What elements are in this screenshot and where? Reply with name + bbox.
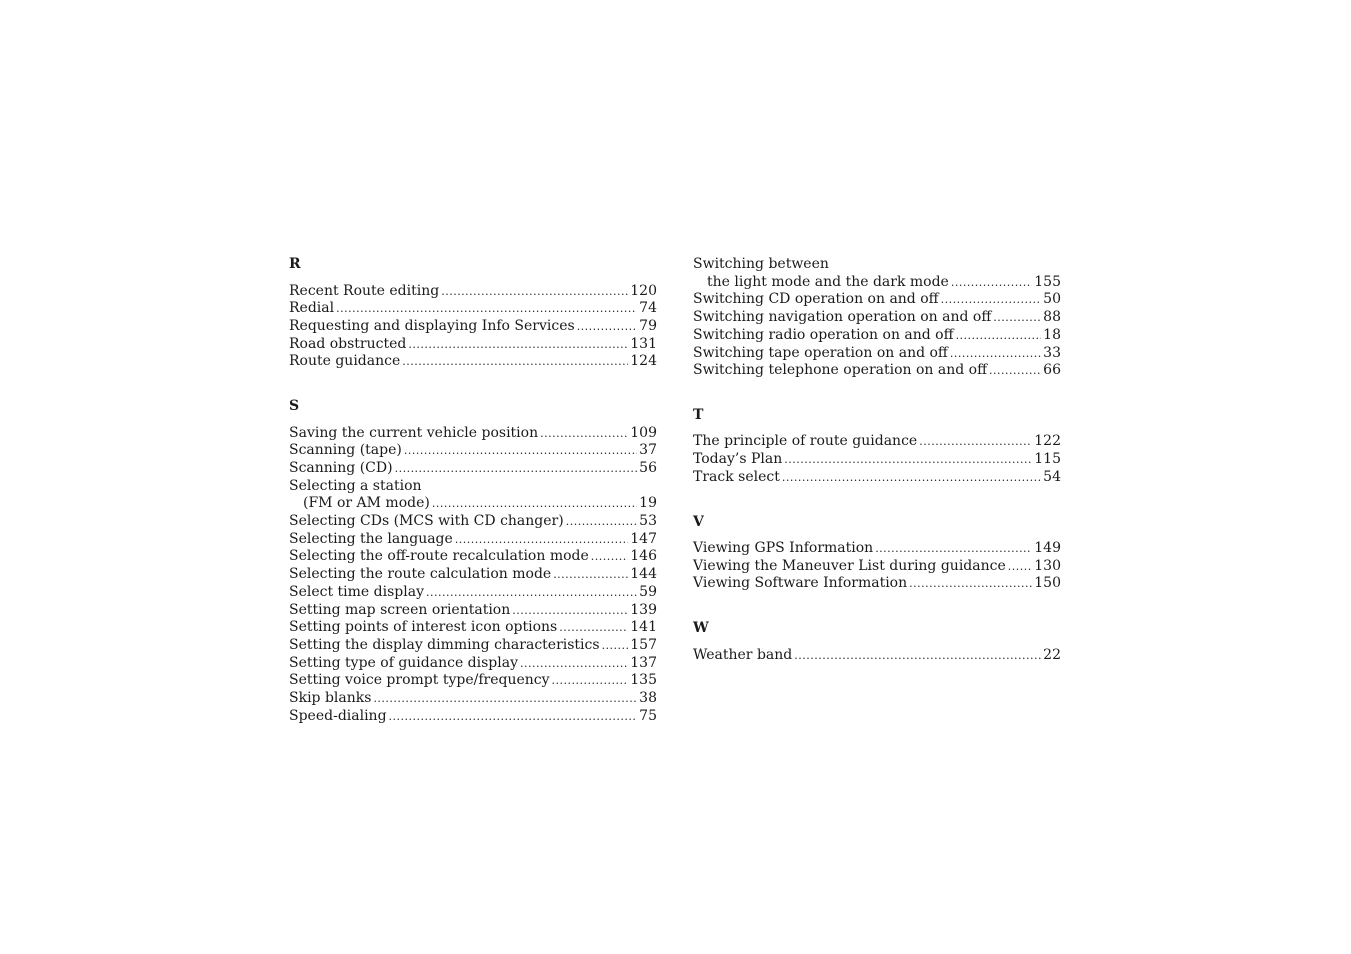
dot-leader [784, 451, 1032, 469]
entry-page-number[interactable]: 135 [630, 672, 657, 689]
entry-page-number[interactable]: 75 [639, 707, 657, 724]
dot-leader [950, 345, 1041, 363]
dot-leader [559, 619, 628, 637]
entry-label: Track select [693, 468, 780, 485]
dot-leader [389, 708, 638, 726]
entry-page-number[interactable]: 120 [630, 282, 657, 299]
entry-label: Scanning (CD) [289, 459, 393, 476]
index-entry[interactable] [289, 283, 657, 301]
entry-label: Viewing GPS Information [693, 540, 874, 557]
index-entry[interactable] [693, 540, 1061, 558]
entry-label: Selecting the language [289, 530, 453, 547]
index-entry[interactable] [289, 602, 657, 620]
entry-page-number[interactable]: 19 [639, 495, 657, 512]
entry-label: Switching tape operation on and off [693, 344, 948, 361]
index-column-right [693, 256, 1061, 664]
dot-leader [402, 353, 628, 371]
entry-label: Setting map screen orientation [289, 601, 511, 618]
index-entry[interactable] [693, 291, 1061, 309]
index-entry[interactable] [289, 442, 657, 460]
index-entry[interactable] [289, 690, 657, 708]
entry-page-number[interactable]: 53 [639, 513, 657, 530]
entry-page-number[interactable]: 147 [630, 530, 657, 547]
dot-leader [373, 690, 637, 708]
entry-label: Road obstructed [289, 335, 407, 352]
index-entry[interactable] [693, 558, 1061, 576]
index-section-v [693, 514, 1061, 594]
entry-page-number[interactable]: 88 [1043, 309, 1061, 326]
entry-page-number[interactable]: 56 [639, 459, 657, 476]
index-entry[interactable] [693, 575, 1061, 593]
entry-label: Selecting CDs (MCS with CD changer) [289, 513, 564, 530]
entry-page-number[interactable]: 18 [1043, 326, 1061, 343]
index-section-continued [693, 256, 1061, 380]
index-entry[interactable] [693, 345, 1061, 363]
dot-leader [989, 362, 1041, 380]
index-section-r [289, 256, 657, 371]
entry-page-number[interactable]: 139 [630, 601, 657, 618]
entry-label: Setting the display dimming characteristics [289, 636, 600, 653]
entry-page-number[interactable]: 66 [1043, 362, 1061, 379]
index-entry[interactable] [289, 353, 657, 371]
dot-leader [404, 442, 637, 460]
index-entry[interactable] [693, 327, 1061, 345]
entry-label: Selecting the route calculation mode [289, 566, 552, 583]
index-entry[interactable] [693, 309, 1061, 327]
entry-page-number[interactable]: 157 [630, 636, 657, 653]
entry-label: (FM or AM mode) [303, 495, 430, 512]
index-entry[interactable] [289, 637, 657, 655]
dot-leader [782, 469, 1041, 487]
dot-leader [956, 327, 1042, 345]
index-entry[interactable] [693, 362, 1061, 380]
index-section-s [289, 398, 657, 725]
index-entry[interactable] [289, 548, 657, 566]
index-entry[interactable] [289, 336, 657, 354]
index-entry[interactable] [289, 425, 657, 443]
entry-page-number[interactable]: 79 [639, 317, 657, 334]
dot-leader [441, 283, 628, 301]
entry-page-number[interactable]: 137 [630, 654, 657, 671]
section-letter: V [693, 513, 704, 530]
dot-leader [512, 602, 628, 620]
entry-page-number[interactable]: 109 [630, 424, 657, 441]
index-section-t [693, 407, 1061, 487]
entry-label: Recent Route editing [289, 282, 440, 299]
index-entry[interactable] [289, 655, 657, 673]
index-entry[interactable] [289, 495, 657, 513]
dot-leader [919, 433, 1032, 451]
entry-label: Select time display [289, 583, 424, 600]
entry-page-number[interactable]: 141 [630, 619, 657, 636]
dot-leader [993, 309, 1041, 327]
entry-label: Selecting the off-route recalculation mode [289, 548, 589, 565]
entry-label: Requesting and displaying Info Services [289, 317, 575, 334]
entry-label: Viewing the Maneuver List during guidance [693, 557, 1006, 574]
entry-label: Today’s Plan [693, 451, 783, 468]
dot-leader [602, 637, 629, 655]
dot-leader [432, 495, 637, 513]
entry-label: Redial [289, 300, 335, 317]
entry-label: Setting type of guidance display [289, 654, 519, 671]
entry-label: Weather band [693, 646, 793, 663]
entry-page-number[interactable]: 122 [1034, 433, 1061, 450]
index-entry[interactable] [693, 433, 1061, 451]
entry-page-number[interactable]: 74 [639, 300, 657, 317]
dot-leader [577, 318, 637, 336]
index-entry[interactable] [693, 274, 1061, 292]
index-entry[interactable] [289, 708, 657, 726]
entry-page-number[interactable]: 37 [639, 442, 657, 459]
entry-page-number[interactable]: 124 [630, 353, 657, 370]
section-letter: R [289, 256, 301, 272]
index-entry[interactable] [289, 513, 657, 531]
dot-leader [566, 513, 637, 531]
dot-leader [553, 566, 628, 584]
dot-leader [540, 425, 628, 443]
index-entry[interactable] [289, 531, 657, 549]
entry-page-number[interactable]: 155 [1034, 273, 1061, 290]
dot-leader [520, 655, 628, 673]
entry-label: Setting points of interest icon options [289, 619, 558, 636]
entry-page-number[interactable]: 54 [1043, 468, 1061, 485]
entry-label: Skip blanks [289, 690, 372, 707]
entry-label: Setting voice prompt type/frequency [289, 672, 550, 689]
entry-page-number[interactable]: 131 [630, 335, 657, 352]
entry-label: Saving the current vehicle position [289, 424, 539, 441]
entry-label: Switching telephone operation on and off [693, 362, 988, 379]
index-entry[interactable] [693, 451, 1061, 469]
entry-label: Switching radio operation on and off [693, 326, 954, 343]
index-entry[interactable] [289, 584, 657, 602]
entry-page-number[interactable]: 115 [1034, 451, 1061, 468]
section-letter: T [693, 406, 704, 423]
entry-page-number[interactable]: 50 [1043, 291, 1061, 308]
dot-leader [591, 548, 628, 566]
index-column-left [289, 256, 657, 725]
dot-leader [426, 584, 637, 602]
index-section-w [693, 620, 1061, 664]
entry-label: Speed-dialing [289, 707, 387, 724]
dot-leader [794, 647, 1041, 665]
entry-page-number[interactable]: 38 [639, 690, 657, 707]
entry-label: the light mode and the dark mode [707, 273, 949, 290]
entry-page-number[interactable]: 144 [630, 566, 657, 583]
entry-page-number[interactable]: 150 [1034, 575, 1061, 592]
dot-leader [395, 460, 638, 478]
dot-leader [455, 531, 628, 549]
entry-label: Scanning (tape) [289, 442, 402, 459]
entry-label: Switching CD operation on and off [693, 291, 939, 308]
index-entry[interactable] [693, 647, 1061, 665]
entry-page-number[interactable]: 59 [639, 583, 657, 600]
dot-leader [1008, 558, 1033, 576]
dot-leader [408, 336, 628, 354]
dot-leader [951, 274, 1032, 292]
section-letter: S [289, 398, 300, 415]
index-entry[interactable] [289, 672, 657, 690]
index-entry[interactable] [289, 300, 657, 318]
index-entry[interactable] [289, 619, 657, 637]
dot-leader [875, 540, 1032, 558]
section-letter: W [693, 620, 709, 637]
dot-leader [909, 575, 1032, 593]
index-entry[interactable] [693, 469, 1061, 487]
index-entry[interactable] [289, 460, 657, 478]
index-entry[interactable] [289, 566, 657, 584]
entry-page-number[interactable]: 130 [1034, 557, 1061, 574]
index-heading-switching-between: Switching between [693, 256, 829, 272]
dot-leader [941, 291, 1042, 309]
entry-label: The principle of route guidance [693, 433, 918, 450]
entry-page-number[interactable]: 149 [1034, 540, 1061, 557]
index-heading-selecting-a-station: Selecting a station [289, 477, 422, 494]
entry-page-number[interactable]: 33 [1043, 344, 1061, 361]
entry-label: Switching navigation operation on and off [693, 309, 992, 326]
entry-page-number[interactable]: 22 [1043, 646, 1061, 663]
index-entry[interactable] [289, 318, 657, 336]
entry-label: Viewing Software Information [693, 575, 908, 592]
entry-page-number[interactable]: 146 [630, 548, 657, 565]
dot-leader [336, 300, 637, 318]
dot-leader [552, 672, 629, 690]
entry-label: Route guidance [289, 353, 401, 370]
